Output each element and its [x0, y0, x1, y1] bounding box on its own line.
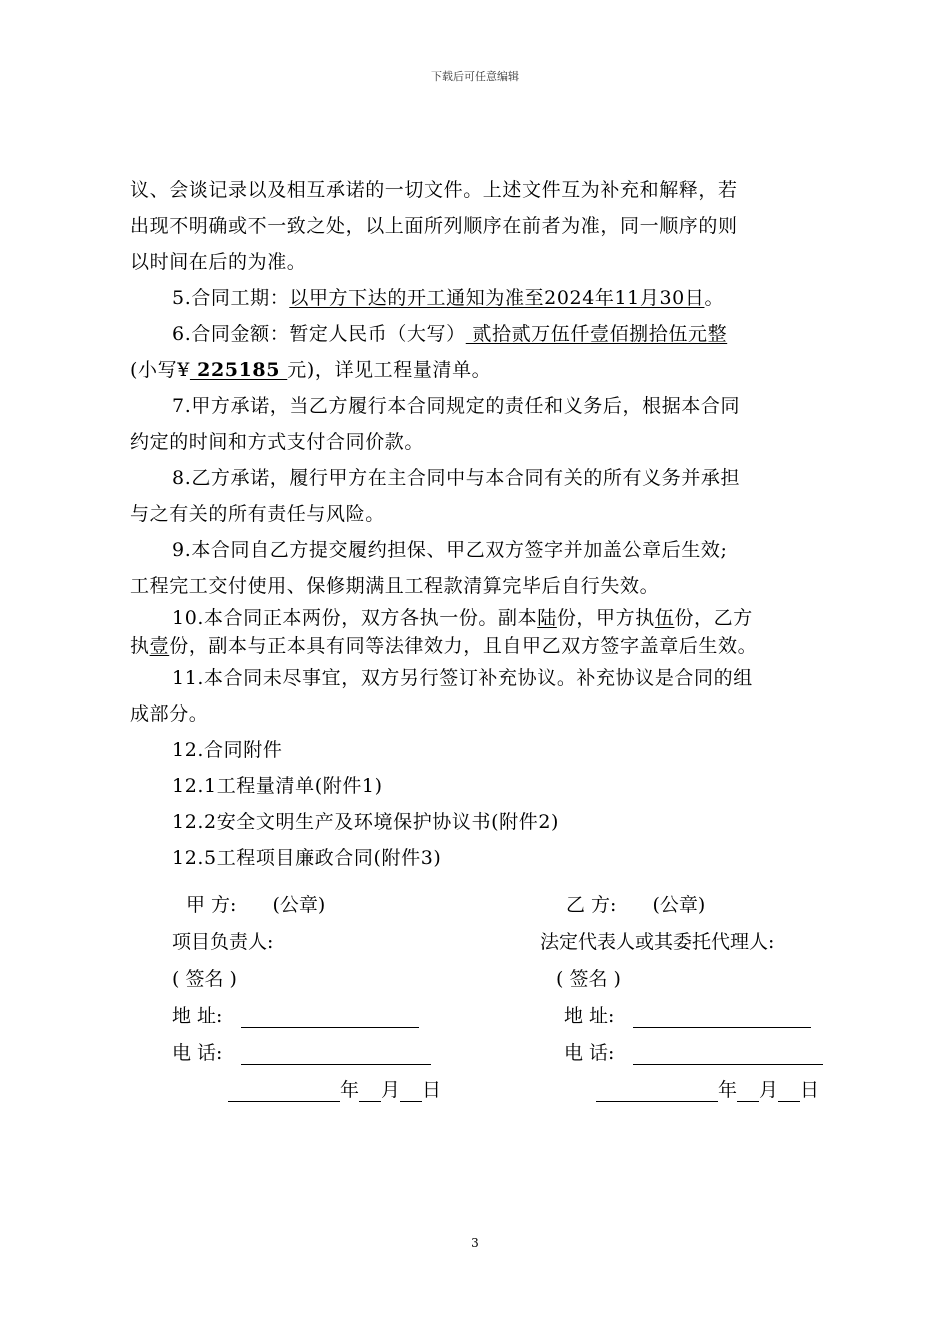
clause-11: 11.本合同未尽事宜，双方另行签订补充协议。补充协议是合同的组: [172, 667, 753, 689]
party-a-phone-row: 电 话:: [172, 1035, 472, 1072]
party-a-address-field[interactable]: [241, 1007, 419, 1028]
clause-10: 10.本合同正本两份，双方各执一份。副本陆份，甲方执伍份，乙方: [172, 607, 753, 629]
page-header: 下载后可任意编辑: [431, 70, 519, 83]
party-a-day-field[interactable]: [400, 1081, 422, 1102]
contract-period: 以甲方下达的开工通知为准至2024年11月30日: [289, 287, 705, 309]
party-b-date-row: 年 月 日: [540, 1072, 840, 1109]
clause-6-line-2: (小写¥ 225185 元)，详见工程量清单。: [130, 359, 492, 381]
party-b-phone-row: 电 话:: [540, 1035, 840, 1072]
party-a-month-field[interactable]: [359, 1081, 381, 1102]
party-b-address-field[interactable]: [633, 1007, 811, 1028]
clause-7: 7.甲方承诺，当乙方履行本合同规定的责任和义务后，根据本合同: [172, 395, 741, 417]
party-b-year-field[interactable]: [596, 1081, 718, 1102]
clause-5: 5.合同工期：以甲方下达的开工通知为准至2024年11月30日。: [172, 287, 725, 309]
attachment-2: 12.2安全文明生产及环境保护协议书(附件2): [172, 811, 560, 833]
clause-10-line-2: 执壹份，副本与正本具有同等法律效力，且自甲乙双方签字盖章后生效。: [130, 635, 758, 657]
clause-12: 12.合同附件: [172, 739, 283, 761]
party-b-day-field[interactable]: [778, 1081, 800, 1102]
body-line: 出现不明确或不一致之处，以上面所列顺序在前者为准，同一顺序的则: [130, 215, 738, 237]
clause-7-line-2: 约定的时间和方式支付合同价款。: [130, 431, 425, 453]
party-b-sign: ( 签名 ): [556, 968, 621, 990]
amount-lowercase: 225185: [189, 359, 288, 381]
clause-9: 9.本合同自乙方提交履约担保、甲乙双方签字并加盖公章后生效;: [172, 539, 728, 561]
party-b-month-field[interactable]: [737, 1081, 759, 1102]
clause-8-line-2: 与之有关的所有责任与风险。: [130, 503, 385, 525]
clause-8: 8.乙方承诺，履行甲方在主合同中与本合同有关的所有义务并承担: [172, 467, 741, 489]
body-line: 议、会谈记录以及相互承诺的一切文件。上述文件互为补充和解释，若: [130, 179, 738, 201]
party-a-copies: 伍: [654, 607, 675, 629]
amount-uppercase: 贰拾贰万伍仟壹佰捌拾伍元整: [465, 323, 728, 345]
party-a-signature-block: [172, 887, 472, 1109]
clause-6: 6.合同金额：暂定人民币（大写） 贰拾贰万伍仟壹佰捌拾伍元整: [172, 323, 728, 345]
party-a-year-field[interactable]: [228, 1081, 340, 1102]
attachment-3: 12.5工程项目廉政合同(附件3): [172, 847, 442, 869]
party-b-phone-field[interactable]: [633, 1044, 823, 1065]
party-b-address-row: 地 址:: [540, 998, 840, 1035]
party-a-address-row: 地 址:: [172, 998, 472, 1035]
party-b-copies: 壹: [149, 635, 170, 657]
party-a-title-row: 甲 方: (公章): [186, 894, 326, 916]
clause-11-line-2: 成部分。: [130, 703, 209, 725]
party-a-date-row: 年 月 日: [172, 1072, 472, 1109]
copies-count: 陆: [537, 607, 557, 629]
party-a-rep: 项目负责人:: [172, 931, 274, 953]
party-b-title-row: 乙 方: (公章): [566, 894, 706, 916]
contract-body: [130, 172, 830, 876]
page-number: 3: [471, 1236, 479, 1250]
party-a-sign: ( 签名 ): [172, 968, 237, 990]
body-line: 以时间在后的为准。: [130, 251, 307, 273]
party-a-seal: (公章): [272, 894, 326, 916]
party-b-seal: (公章): [652, 894, 706, 916]
clause-9-line-2: 工程完工交付使用、保修期满且工程款清算完毕后自行失效。: [130, 575, 660, 597]
party-b-rep: 法定代表人或其委托代理人:: [540, 931, 775, 953]
attachment-1: 12.1工程量清单(附件1): [172, 775, 383, 797]
party-a-phone-field[interactable]: [241, 1044, 431, 1065]
party-b-signature-block: [540, 887, 840, 1109]
